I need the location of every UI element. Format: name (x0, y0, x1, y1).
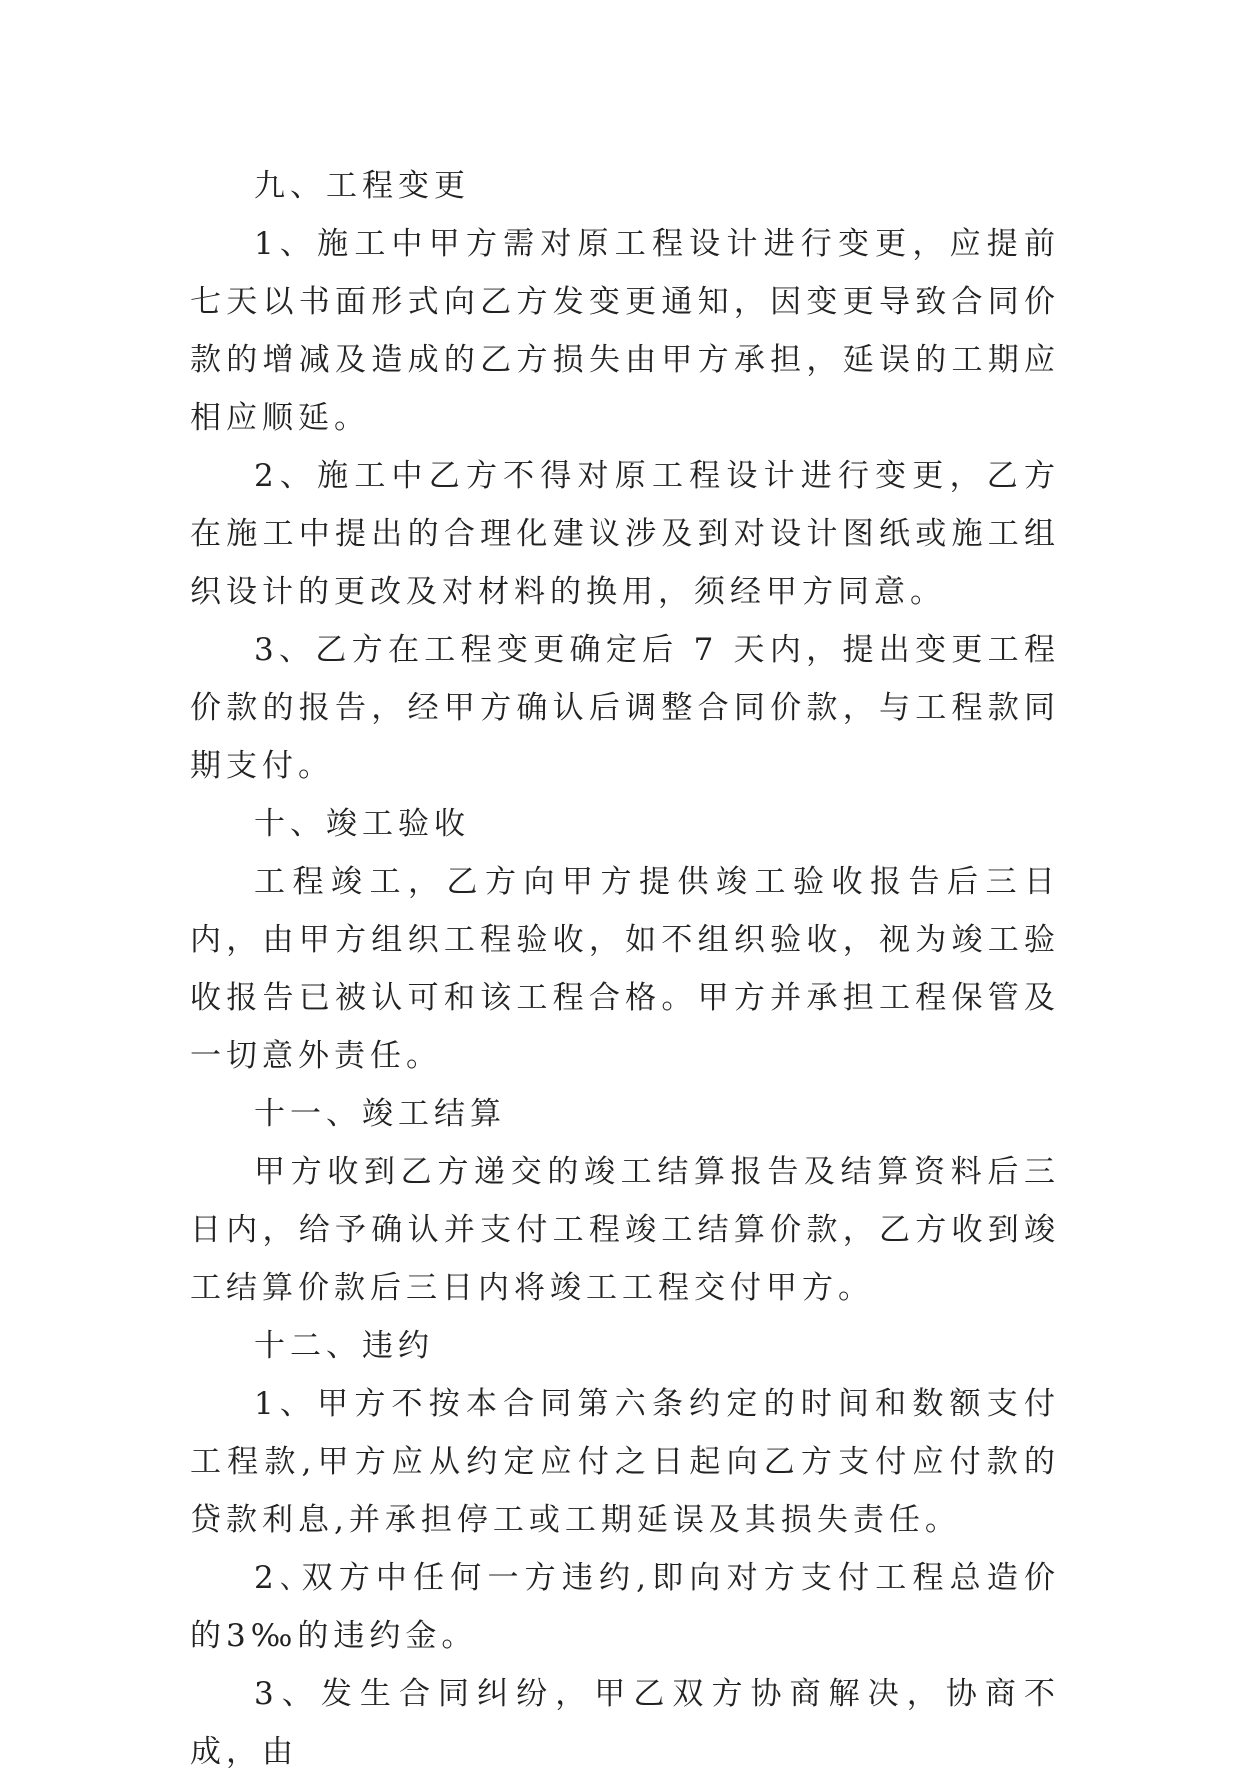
section-heading-ten: 十、竣工验收 (254, 806, 470, 842)
clause-paragraph: 工程竣工，乙方向甲方提供竣工验收报告后三日内，由甲方组织工程验收，如不组织验收，视为竣工验收报告已被认可和该工程合格。甲方并承担工程保管及一切意外责任。 (190, 864, 1060, 1074)
clause-paragraph: 甲方收到乙方递交的竣工结算报告及结算资料后三日内，给予确认并支付工程竣工结算价款，乙方收到竣工结算价款后三日内将竣工工程交付甲方。 (190, 1154, 1060, 1306)
clause-paragraph: 1、甲方不按本合同第六条约定的时间和数额支付工程款,甲方应从约定应付之日起向乙方支付应付款的贷款利息,并承担停工或工期延误及其损失责任。 (190, 1386, 1060, 1538)
document-body (190, 157, 1060, 1781)
clause-paragraph: 2、施工中乙方不得对原工程设计进行变更，乙方在施工中提出的合理化建议涉及到对设计图纸或施工组织设计的更改及对材料的换用，须经甲方同意。 (190, 458, 1060, 610)
section-heading-twelve: 十二、违约 (254, 1328, 434, 1364)
clause-paragraph: 3、乙方在工程变更确定后 7 天内，提出变更工程价款的报告，经甲方确认后调整合同价款，与工程款同期支付。 (190, 632, 1060, 784)
section-heading-eleven: 十一、竣工结算 (254, 1096, 506, 1132)
section-heading-nine: 九、工程变更 (254, 168, 470, 204)
clause-paragraph: 3、发生合同纠纷，甲乙双方协商解决，协商不成，由 (190, 1676, 1060, 1770)
clause-paragraph: 1、施工中甲方需对原工程设计进行变更，应提前七天以书面形式向乙方发变更通知，因变更导致合同价款的增减及造成的乙方损失由甲方承担，延误的工期应相应顺延。 (190, 226, 1060, 436)
clause-paragraph: 2､双方中任何一方违约,即向对方支付工程总造价的3‰的违约金。 (190, 1560, 1060, 1654)
